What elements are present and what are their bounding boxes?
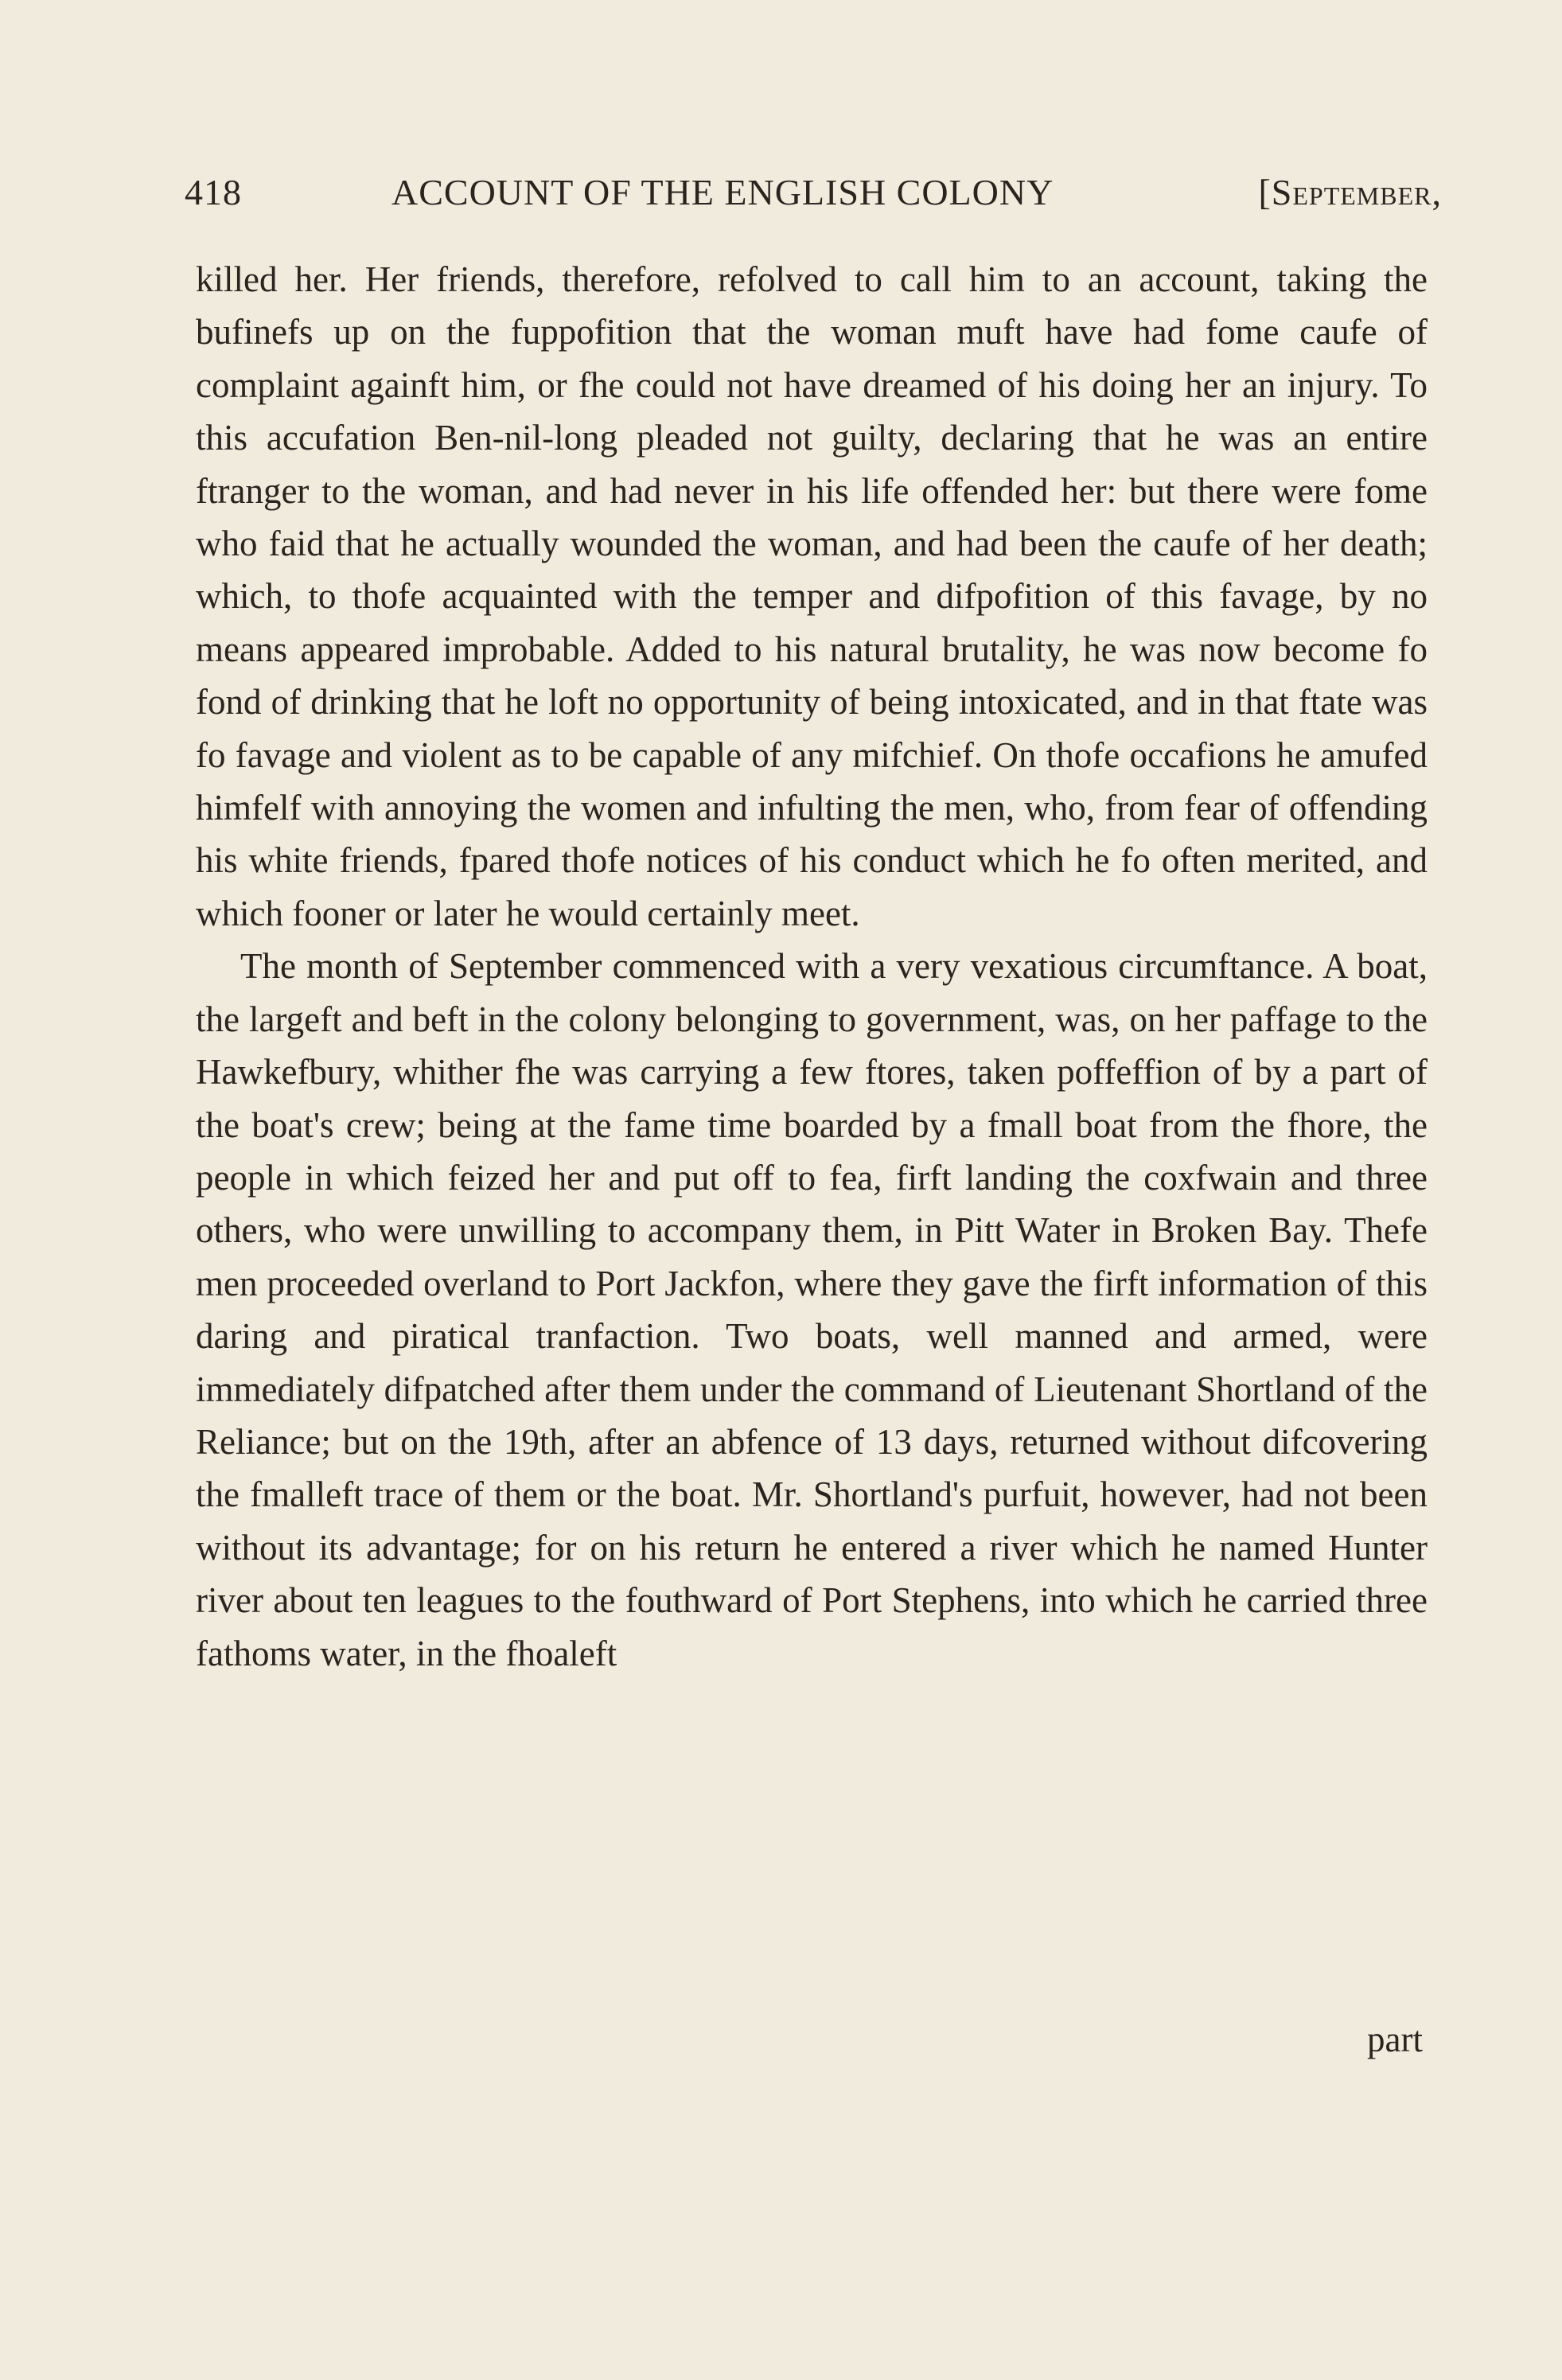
page-number: 418 bbox=[185, 172, 242, 212]
running-header bbox=[185, 169, 1442, 216]
paragraph: killed her. Her friends, therefore, refolved to call him to an account, taking the bufinefs up on the fuppofition that the woman muft have had fome caufe of complaint againft him, or fhe could not have dreamed of his doing her an injury. To this accufation Ben-nil-long pleaded not guilty, declaring that he was an entire ftranger to the woman, and had never in his life offended her: but there were fome who faid that he actually wounded the woman, and had been the caufe of her death; which, to thofe acquainted with the temper and difpofition of this favage, by no means appeared improbable. Added to his natural brutality, he was now become fo fond of drinking that he loft no opportunity of being intoxicated, and in that ftate was fo favage and violent as to be capable of any mifchief. On thofe occafions he amufed himfelf with annoying the women and infulting the men, who, from fear of offending his white friends, fpared thofe notices of his conduct which he fo often merited, and which fooner or later he would certainly meet. bbox=[196, 259, 1428, 933]
header-month: [September, bbox=[1258, 172, 1442, 212]
catchword: part bbox=[1367, 2020, 1423, 2059]
body-text bbox=[196, 253, 1428, 1680]
running-title: ACCOUNT OF THE ENGLISH COLONY bbox=[391, 172, 1054, 212]
paragraph: The month of September commenced with a very vexatious circumftance. A boat, the largeft and beft in the colony belonging to government, was, on her paffage to the Hawkefbury, whither fhe was carrying a few ftores, taken poffeffion of by a part of the boat's crew; being at the fame time boarded by a fmall boat from the fhore, the people in which feized her and put off to fea, firft landing the coxfwain and three others, who were unwilling to accompany them, in Pitt Water in Broken Bay. Thefe men proceeded overland to Port Jackfon, where they gave the firft information of this daring and piratical tranfaction. Two boats, well manned and armed, were immediately difpatched after them under the command of Lieutenant Shortland of the Reliance; but on the 19th, after an abfence of 13 days, returned without difcovering the fmalleft trace of them or the boat. Mr. Shortland's purfuit, however, had not been without its advantage; for on his return he entered a river which he named Hunter river about ten leagues to the fouthward of Port Stephens, into which he carried three fathoms water, in the fhoaleft bbox=[196, 946, 1428, 1673]
